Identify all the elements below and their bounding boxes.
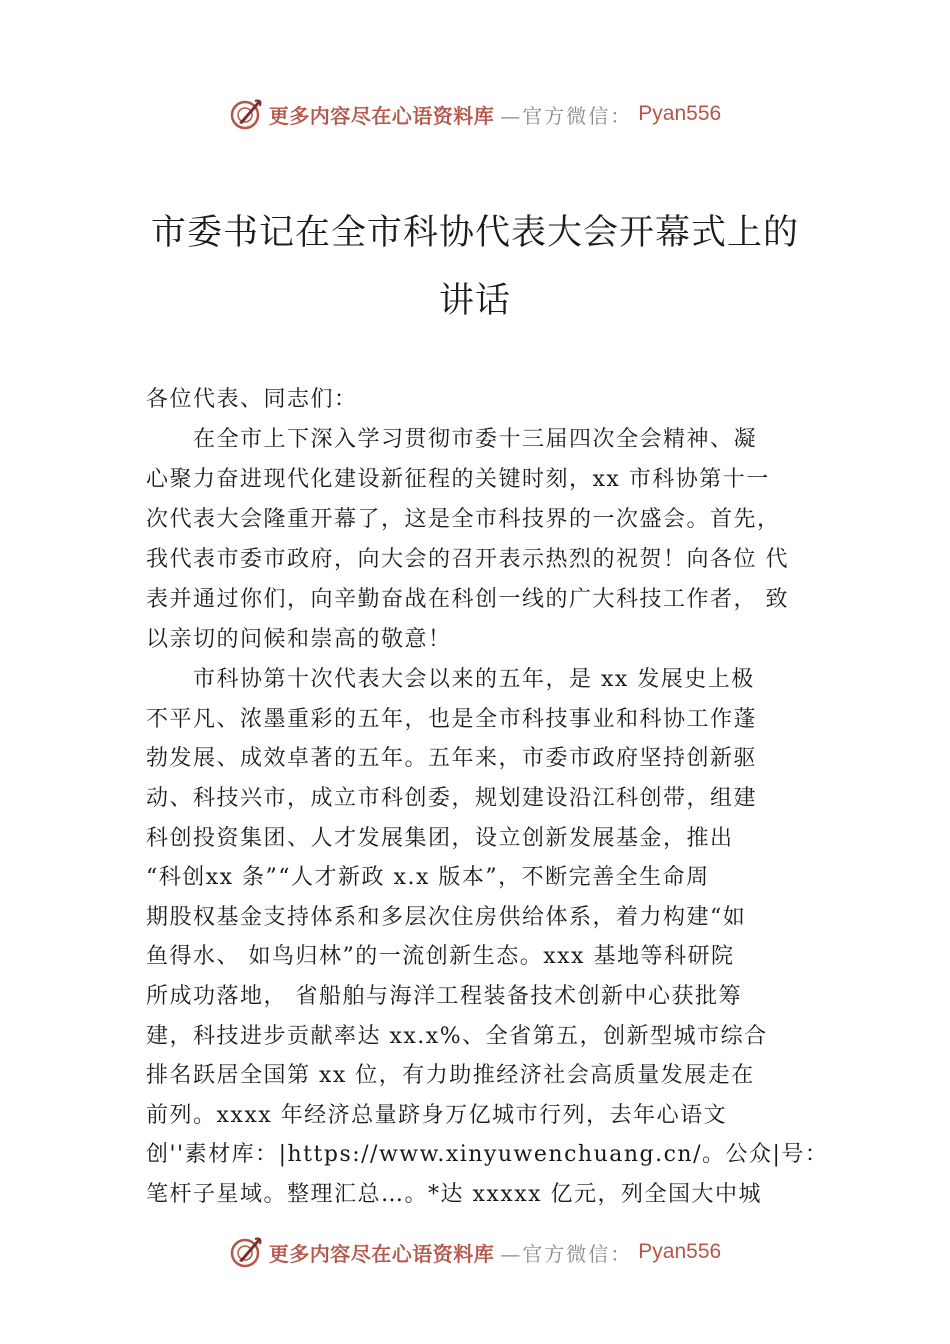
body-line: 所成功落地， 省船舶与海洋工程装备技术创新中心获批筹	[146, 984, 742, 1009]
quill-logo-icon	[229, 1235, 263, 1269]
body-line: 市科协第十次代表大会以来的五年，是 xx 发展史上极	[146, 667, 755, 692]
quill-logo-icon	[229, 97, 263, 131]
watermark-brand-text: 更多内容尽在心语资料库	[268, 1241, 495, 1266]
watermark-official-label: —官方微信：	[500, 1241, 633, 1266]
body-line: 鱼得水、 如鸟归林”的一流创新生态。xxx 基地等科研院	[146, 944, 735, 969]
body-line: 在全市上下深入学习贯彻市委十三届四次全会精神、凝	[146, 427, 758, 452]
body-line: 勃发展、成效卓著的五年。五年来，市委市政府坚持创新驱	[146, 746, 758, 771]
body-line: 前列。xxxx 年经济总量跻身万亿城市行列，去年心语文	[146, 1103, 728, 1128]
document-title-line-2: 讲话	[438, 281, 511, 321]
body-line: 各位代表、同志们：	[146, 387, 358, 412]
watermark-brand-text: 更多内容尽在心语资料库	[268, 103, 495, 128]
document-title-line-1: 市委书记在全市科协代表大会开幕式上的	[150, 213, 799, 253]
watermark-wechat-id: Pyan556	[638, 1240, 722, 1263]
body-line: 以亲切的问候和崇高的敬意！	[146, 627, 452, 652]
watermark-banner-bottom	[0, 1232, 950, 1272]
watermark-wechat-id: Pyan556	[638, 102, 722, 125]
body-line: 排名跃居全国第 xx 位，有力助推经济社会高质量发展走在	[146, 1063, 755, 1088]
body-line: 建，科技进步贡献率达 xx.x%、全省第五，创新型城市综合	[146, 1024, 768, 1049]
body-line: 期股权基金支持体系和多层次住房供给体系，着力构建“如	[146, 905, 747, 930]
body-line: 次代表大会隆重开幕了，这是全市科技界的一次盛会。首先，	[146, 507, 781, 532]
body-line: 我代表市委市政府，向大会的召开表示热烈的祝贺！向各位 代	[146, 547, 789, 572]
body-line: 创''素材库：|https://www.xinyuwenchuang.cn/。公众|号：	[146, 1142, 829, 1167]
body-line: 科创投资集团、人才发展集团，设立创新发展基金，推出	[146, 826, 734, 851]
body-line: 表并通过你们，向辛勤奋战在科创一线的广大科技工作者， 致	[146, 587, 789, 612]
watermark-banner-top	[0, 94, 950, 134]
watermark-official-label: —官方微信：	[500, 103, 633, 128]
body-line: 笔杆子星域。整理汇总…。*达 xxxxx 亿元，列全国大中城	[146, 1182, 763, 1207]
body-line: “科创xx 条”“人才新政 x.x 版本”，不断完善全生命周	[146, 865, 710, 890]
body-line: 不平凡、浓墨重彩的五年，也是全市科技事业和科协工作蓬	[146, 707, 758, 732]
body-line: 动、科技兴市，成立市科创委，规划建设沿江科创带，组建	[146, 786, 758, 811]
body-line: 心聚力奋进现代化建设新征程的关键时刻，xx 市科协第十一	[146, 467, 770, 492]
